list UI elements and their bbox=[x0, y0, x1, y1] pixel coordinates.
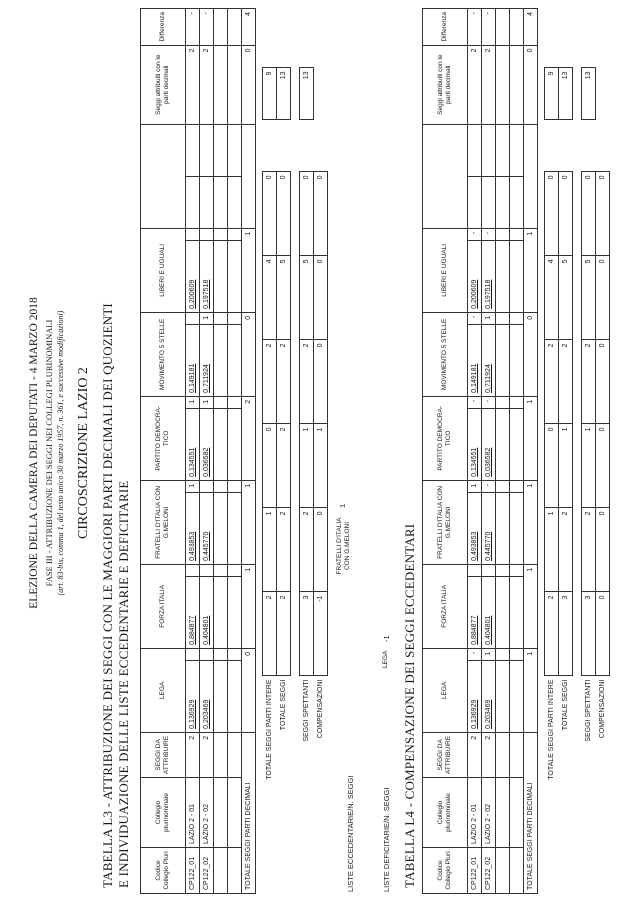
table-l3-totals bbox=[262, 68, 328, 847]
comp-leu: 0 bbox=[314, 172, 328, 256]
table-row-empty bbox=[214, 9, 228, 894]
header-codice: Codice Collegio Pluri bbox=[141, 848, 186, 894]
legal-reference: (art. 83-bis, comma 1, del testo unico 30 marzo 1957, n. 361, e successive modificazioni) bbox=[56, 310, 65, 596]
table-l3-subtitle: E INDIVIDUAZIONE DELLE LISTE ECCEDENTARIE E DEFICITARIE bbox=[116, 480, 131, 888]
totale-seggi-row bbox=[277, 68, 291, 846]
header-lega: LEGA bbox=[423, 648, 468, 732]
m5s-decimal: 0,149181 bbox=[186, 324, 200, 396]
header-seggi-attribuire: SEGGI DA ATTRIBUIRE bbox=[423, 732, 468, 777]
totale-intere-row bbox=[263, 68, 277, 846]
intere-diff: 9 bbox=[263, 68, 277, 120]
intere-lega: 2 bbox=[263, 592, 277, 676]
seggi-cell: 2 bbox=[482, 732, 496, 777]
codice-cell: CP122_01 bbox=[186, 848, 200, 894]
lega-decimal: 0,203469 bbox=[482, 660, 496, 732]
comp-pd: 0 bbox=[596, 340, 610, 424]
totale-dec-lega: 0 bbox=[242, 648, 256, 732]
spettanti-fi: 2 bbox=[582, 508, 596, 592]
totale-dec-lega: 1 bbox=[524, 648, 538, 732]
totale-dec-sd: 0 bbox=[242, 45, 256, 124]
leu-seat: - bbox=[482, 228, 496, 240]
table-row-empty bbox=[228, 9, 242, 894]
seggi-fdi: 2 bbox=[277, 424, 291, 508]
spettanti-lega: 3 bbox=[582, 592, 596, 676]
m5s-seat: - bbox=[468, 312, 482, 324]
header-pd: PARTITO DEMOCRA-TICO bbox=[141, 396, 186, 480]
spettanti-fdi: 1 bbox=[300, 424, 314, 508]
table-row bbox=[200, 9, 214, 894]
table-l3 bbox=[140, 8, 256, 894]
phase-title: FASE III - ATTRIBUZIONE DEI SEGGI NEI COLLEGI PLURINOMINALI bbox=[44, 319, 54, 587]
deficitarie-party: LEGA bbox=[382, 650, 389, 668]
differenza-cell: - bbox=[468, 9, 482, 46]
lega-decimal: 0,136929 bbox=[186, 660, 200, 732]
totale-intere-label: TOTALE SEGGI PARTI INTERE bbox=[266, 679, 273, 780]
empty-cell bbox=[186, 176, 200, 228]
seggi-lega: 3 bbox=[559, 592, 573, 676]
spettanti-fdi: 1 bbox=[582, 424, 596, 508]
comp-fi: 0 bbox=[314, 508, 328, 592]
header-seggi-decimali: Seggi attribuiti con le parti decimali bbox=[141, 45, 186, 124]
intere-diff: 9 bbox=[545, 68, 559, 120]
collegio-cell: LAZIO 2 - 01 bbox=[468, 778, 482, 848]
fi-decimal: 0,884877 bbox=[468, 576, 482, 648]
intere-fi: 1 bbox=[263, 508, 277, 592]
totale-seggi-label: TOTALE SEGGI bbox=[562, 679, 569, 731]
empty-cell bbox=[200, 124, 214, 176]
empty-cell bbox=[186, 124, 200, 176]
leu-decimal: 0,200609 bbox=[186, 240, 200, 312]
codice-cell: CP122_02 bbox=[200, 848, 214, 894]
totale-dec-fi: 1 bbox=[524, 564, 538, 648]
header-seggi-attribuire: SEGGI DA ATTRIBUIRE bbox=[141, 732, 186, 777]
pd-decimal: 0,036582 bbox=[200, 408, 214, 480]
deficitarie-value: -1 bbox=[382, 635, 391, 642]
m5s-decimal: 0,149181 bbox=[468, 324, 482, 396]
spettanti-label: SEGGI SPETTANTI bbox=[585, 679, 592, 742]
fi-decimal: 0,404801 bbox=[200, 576, 214, 648]
table-row bbox=[482, 9, 496, 894]
lega-seat: - bbox=[468, 648, 482, 660]
deficitarie-label: LISTE DEFICITARIE/N. SEGGI bbox=[382, 787, 391, 892]
m5s-decimal: 0,711924 bbox=[200, 324, 214, 396]
eccedentarie-party: FRATELLI D'ITALIA CON G.MELONI bbox=[336, 517, 351, 575]
table-l3-header-row bbox=[141, 9, 186, 894]
lega-decimal: 0,203469 bbox=[200, 660, 214, 732]
compensazioni-label: COMPENSAZIONI bbox=[317, 679, 324, 739]
compensazioni-label: COMPENSAZIONI bbox=[599, 679, 606, 739]
m5s-seat bbox=[186, 312, 200, 324]
totale-dec-fi: 1 bbox=[242, 564, 256, 648]
seggi-leu: 0 bbox=[559, 172, 573, 256]
pd-seat: 1 bbox=[186, 396, 200, 408]
table-l4 bbox=[422, 8, 538, 894]
empty-cell bbox=[482, 176, 496, 228]
spettanti-leu: 0 bbox=[300, 172, 314, 256]
comp-m5s: 0 bbox=[596, 256, 610, 340]
empty-cell bbox=[468, 176, 482, 228]
header-leu: LIBERI E UGUALI bbox=[141, 228, 186, 312]
fdi-seat: 1 bbox=[186, 480, 200, 492]
intere-lega: 2 bbox=[545, 592, 559, 676]
pd-decimal: 0,134551 bbox=[186, 408, 200, 480]
seggi-decimali-cell: 2 bbox=[482, 45, 496, 124]
collegio-cell: LAZIO 2 - 02 bbox=[200, 778, 214, 848]
spettanti-row bbox=[582, 68, 596, 846]
spettanti-pd: 2 bbox=[300, 340, 314, 424]
header-pd: PARTITO DEMOCRA-TICO bbox=[423, 396, 468, 480]
seggi-cell: 2 bbox=[200, 732, 214, 777]
fdi-decimal: 0,493853 bbox=[468, 492, 482, 564]
intere-leu: 0 bbox=[263, 172, 277, 256]
seggi-decimali-cell: 2 bbox=[468, 45, 482, 124]
lega-decimal: 0,136929 bbox=[468, 660, 482, 732]
totale-dec-diff: 4 bbox=[242, 9, 256, 46]
seggi-decimali-cell: 2 bbox=[200, 45, 214, 124]
header-forza-italia: FORZA ITALIA bbox=[141, 564, 186, 648]
totale-dec-pd: 2 bbox=[242, 396, 256, 480]
fi-seat bbox=[482, 564, 496, 576]
lega-seat bbox=[200, 648, 214, 660]
header-fdi: FRATELLI D'ITALIA CON G.MELONI bbox=[423, 480, 468, 564]
compensazioni-row bbox=[596, 68, 610, 846]
seggi-diff: 13 bbox=[277, 68, 291, 120]
totale-seggi-label: TOTALE SEGGI bbox=[280, 679, 287, 731]
totale-dec-m5s: 0 bbox=[242, 312, 256, 396]
collegio-cell: LAZIO 2 - 02 bbox=[482, 778, 496, 848]
pd-seat: 1 bbox=[200, 396, 214, 408]
circoscrizione-title: CIRCOSCRIZIONE LAZIO 2 bbox=[76, 367, 91, 539]
fi-seat bbox=[186, 564, 200, 576]
intere-pd: 2 bbox=[263, 340, 277, 424]
table-row bbox=[186, 9, 200, 894]
comp-fdi: 1 bbox=[314, 424, 328, 508]
header-collegio: Collegio plurinominale bbox=[141, 778, 186, 848]
header-empty bbox=[141, 124, 186, 228]
compensazioni-row bbox=[314, 68, 328, 846]
pd-decimal: 0,036582 bbox=[482, 408, 496, 480]
table-row-empty bbox=[496, 9, 510, 894]
fi-seat bbox=[200, 564, 214, 576]
pd-decimal: 0,134551 bbox=[468, 408, 482, 480]
empty-cell bbox=[524, 124, 538, 228]
totale-dec-pd: 1 bbox=[524, 396, 538, 480]
header-fdi: FRATELLI D'ITALIA CON G.MELONI bbox=[141, 480, 186, 564]
spettanti-diff: 13 bbox=[300, 68, 314, 120]
leu-seat bbox=[186, 228, 200, 240]
comp-m5s: 0 bbox=[314, 256, 328, 340]
fdi-decimal: 0,445770 bbox=[482, 492, 496, 564]
lega-seat bbox=[186, 648, 200, 660]
intere-leu: 0 bbox=[545, 172, 559, 256]
leu-seat: - bbox=[468, 228, 482, 240]
codice-cell: CP122_01 bbox=[468, 848, 482, 894]
fdi-seat: 1 bbox=[468, 480, 482, 492]
differenza-cell: - bbox=[482, 9, 496, 46]
comp-lega: -1 bbox=[314, 592, 328, 676]
header-lega: LEGA bbox=[141, 648, 186, 732]
pd-seat: - bbox=[468, 396, 482, 408]
fi-seat bbox=[468, 564, 482, 576]
spettanti-fi: 2 bbox=[300, 508, 314, 592]
seggi-pd: 2 bbox=[277, 340, 291, 424]
totale-decimali-label: TOTALE SEGGI PARTI DECIMALI bbox=[524, 732, 538, 893]
leu-decimal: 0,197518 bbox=[200, 240, 214, 312]
comp-pd: 0 bbox=[314, 340, 328, 424]
seggi-leu: 0 bbox=[277, 172, 291, 256]
fdi-decimal: 0,445770 bbox=[200, 492, 214, 564]
fdi-seat: - bbox=[482, 480, 496, 492]
fi-decimal: 0,884877 bbox=[186, 576, 200, 648]
seggi-cell: 2 bbox=[186, 732, 200, 777]
seggi-m5s: 5 bbox=[277, 256, 291, 340]
pd-seat: - bbox=[482, 396, 496, 408]
header-leu: LIBERI E UGUALI bbox=[423, 228, 468, 312]
election-title: ELEZIONE DELLA CAMERA DEI DEPUTATI - 4 MARZO 2018 bbox=[28, 297, 40, 609]
seggi-lega: 2 bbox=[277, 592, 291, 676]
table-row bbox=[468, 9, 482, 894]
intere-fdi: 0 bbox=[545, 424, 559, 508]
totale-dec-m5s: 0 bbox=[524, 312, 538, 396]
m5s-decimal: 0,711924 bbox=[482, 324, 496, 396]
totale-dec-leu: 1 bbox=[242, 228, 256, 312]
leu-decimal: 0,200609 bbox=[468, 240, 482, 312]
empty-cell bbox=[242, 124, 256, 228]
spettanti-m5s: 5 bbox=[300, 256, 314, 340]
totale-decimali-label: TOTALE SEGGI PARTI DECIMALI bbox=[242, 732, 256, 893]
empty-cell bbox=[468, 124, 482, 176]
spettanti-diff: 13 bbox=[582, 68, 596, 120]
comp-fi: 0 bbox=[596, 508, 610, 592]
totale-decimali-row bbox=[524, 9, 538, 894]
totale-dec-sd: 0 bbox=[524, 45, 538, 124]
totale-dec-fdi: 1 bbox=[524, 480, 538, 564]
table-l4-title: TABELLA L4 - COMPENSAZIONE DEI SEGGI ECCEDENTARI bbox=[402, 523, 417, 888]
leu-seat bbox=[200, 228, 214, 240]
table-l3-title: TABELLA L3 - ATTRIBUZIONE DEI SEGGI CON LE MAGGIORI PARTI DECIMALI DEI QUOZIENTI bbox=[100, 303, 115, 888]
codice-cell: CP122_02 bbox=[482, 848, 496, 894]
table-l4-totals bbox=[544, 68, 610, 847]
eccedentarie-label: LISTE ECCEDENTARIE/N. SEGGI bbox=[346, 775, 355, 892]
spettanti-label: SEGGI SPETTANTI bbox=[303, 679, 310, 742]
fi-decimal: 0,404801 bbox=[482, 576, 496, 648]
totale-dec-diff: 4 bbox=[524, 9, 538, 46]
differenza-cell: - bbox=[200, 9, 214, 46]
differenza-cell: - bbox=[186, 9, 200, 46]
header-collegio: Collegio plurinominale bbox=[423, 778, 468, 848]
header-differenza: Differenza bbox=[423, 9, 468, 46]
intere-m5s: 4 bbox=[263, 256, 277, 340]
eccedentarie-value: 1 bbox=[338, 503, 347, 508]
fdi-decimal: 0,493853 bbox=[186, 492, 200, 564]
seggi-cell: 2 bbox=[468, 732, 482, 777]
comp-leu: 0 bbox=[596, 172, 610, 256]
empty-cell bbox=[200, 176, 214, 228]
collegio-cell: LAZIO 2 - 01 bbox=[186, 778, 200, 848]
seggi-fdi: 1 bbox=[559, 424, 573, 508]
header-m5s: MOVIMENTO 5 STELLE bbox=[141, 312, 186, 396]
seggi-pd: 2 bbox=[559, 340, 573, 424]
header-empty bbox=[423, 124, 468, 228]
comp-lega: 0 bbox=[596, 592, 610, 676]
spettanti-row bbox=[300, 68, 314, 846]
comp-fdi: 0 bbox=[596, 424, 610, 508]
header-seggi-decimali: Seggi attribuiti con le parti decimali bbox=[423, 45, 468, 124]
table-l4-header-row bbox=[423, 9, 468, 894]
intere-fdi: 0 bbox=[263, 424, 277, 508]
seggi-fi: 2 bbox=[559, 508, 573, 592]
totale-intere-label: TOTALE SEGGI PARTI INTERE bbox=[548, 679, 555, 780]
seggi-diff: 13 bbox=[559, 68, 573, 120]
totale-dec-leu: 1 bbox=[524, 228, 538, 312]
totale-decimali-row bbox=[242, 9, 256, 894]
header-m5s: MOVIMENTO 5 STELLE bbox=[423, 312, 468, 396]
intere-m5s: 4 bbox=[545, 256, 559, 340]
totale-seggi-row bbox=[559, 68, 573, 846]
totale-dec-fdi: 1 bbox=[242, 480, 256, 564]
lega-seat: 1 bbox=[482, 648, 496, 660]
intere-pd: 2 bbox=[545, 340, 559, 424]
intere-fi: 1 bbox=[545, 508, 559, 592]
fdi-seat bbox=[200, 480, 214, 492]
m5s-seat: 1 bbox=[482, 312, 496, 324]
m5s-seat: 1 bbox=[200, 312, 214, 324]
header-differenza: Differenza bbox=[141, 9, 186, 46]
seggi-fi: 2 bbox=[277, 508, 291, 592]
spettanti-m5s: 5 bbox=[582, 256, 596, 340]
seggi-m5s: 5 bbox=[559, 256, 573, 340]
table-row-empty bbox=[510, 9, 524, 894]
spettanti-lega: 3 bbox=[300, 592, 314, 676]
empty-cell bbox=[482, 124, 496, 176]
spettanti-pd: 2 bbox=[582, 340, 596, 424]
spettanti-leu: 0 bbox=[582, 172, 596, 256]
header-codice: Codice Collegio Pluri bbox=[423, 848, 468, 894]
leu-decimal: 0,197518 bbox=[482, 240, 496, 312]
header-forza-italia: FORZA ITALIA bbox=[423, 564, 468, 648]
seggi-decimali-cell: 2 bbox=[186, 45, 200, 124]
totale-intere-row bbox=[545, 68, 559, 846]
